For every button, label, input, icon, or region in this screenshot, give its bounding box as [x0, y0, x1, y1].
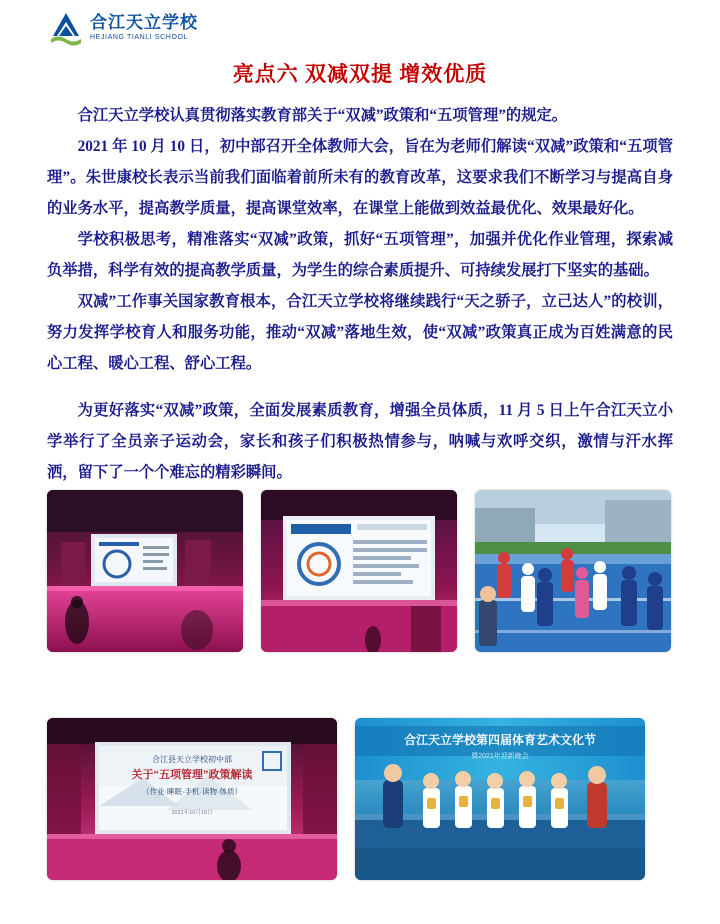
logo-text [90, 14, 198, 41]
photo-policy-interpretation-stage [47, 718, 337, 880]
school-logo [48, 8, 198, 48]
banner-caption-line1: 合江天立学校第四届体育艺术文化节 [403, 733, 597, 747]
body-content [47, 100, 673, 488]
photo-auditorium-meeting [47, 490, 243, 652]
photo-row-top [47, 490, 671, 652]
paragraph-4: 双减”工作事关国家教育根本，合江天立学校将继续践行“天之骄子，立己达人”的校训，努力发挥学校育人和服务功能，推动“双减”落地生效，使“双减”政策真正成为百姓满意的民心工程、暖心工程、舒心工程。 [47, 293, 673, 372]
paragraph-1: 合江天立学校认真贯彻落实教育部关于“双减”政策和“五项管理”的规定。 [77, 107, 568, 124]
photo-row-bottom [47, 718, 645, 880]
slide-caption-line3: （作业·睡眠·手机·读物·体质） [142, 787, 242, 796]
banner-caption-line2: 暨2021年迎新晚会 [471, 753, 529, 760]
paragraph-3: 学校积极思考，精准落实“双减”政策，抓好“五项管理”，加强并优化作业管理，探索减负举措，科学有效的提高教学质量，为学生的综合素质提升、可持续发展打下坚实的基础。 [47, 231, 673, 279]
mountain-logo-icon [48, 10, 84, 46]
slide-caption-line4: 2021年10月10日 [171, 810, 213, 816]
page-title: 亮点六 双减双提 增效优质 [232, 62, 488, 86]
logo-name-en: HEJIANG TIANLI SCHOOL [90, 34, 189, 42]
logo-name-cn: 合江天立学校 [90, 13, 198, 33]
slide-caption-line1: 合江县天立学校初中部 [152, 755, 232, 764]
photo-award-ceremony [355, 718, 645, 880]
slide-caption-line2: 关于“五项管理”政策解读 [131, 769, 253, 781]
paragraph-2: 2021 年 10 月 10 日，初中部召开全体教师大会，旨在为老师们解读“双减”政策和“五项管理”。朱世康校长表示当前我们面临着前所未有的教育改革，这要求我们不断学习与提高自身的业务水平，提高教学质量，提高课堂效率，在课堂上能做到效益最优化、效果最好化。 [47, 138, 673, 217]
photo-outdoor-parent-child-games [475, 490, 671, 652]
photo-presentation-slide [261, 490, 457, 652]
paragraph-5: 为更好落实“双减”政策，全面发展素质教育，增强全员体质，11 月 5 日上午合江天立小学举行了全员亲子运动会，家长和孩子们积极热情参与，呐喊与欢呼交织，激情与汗水挥洒，留下了一个个难忘的精彩瞬间。 [47, 402, 673, 481]
